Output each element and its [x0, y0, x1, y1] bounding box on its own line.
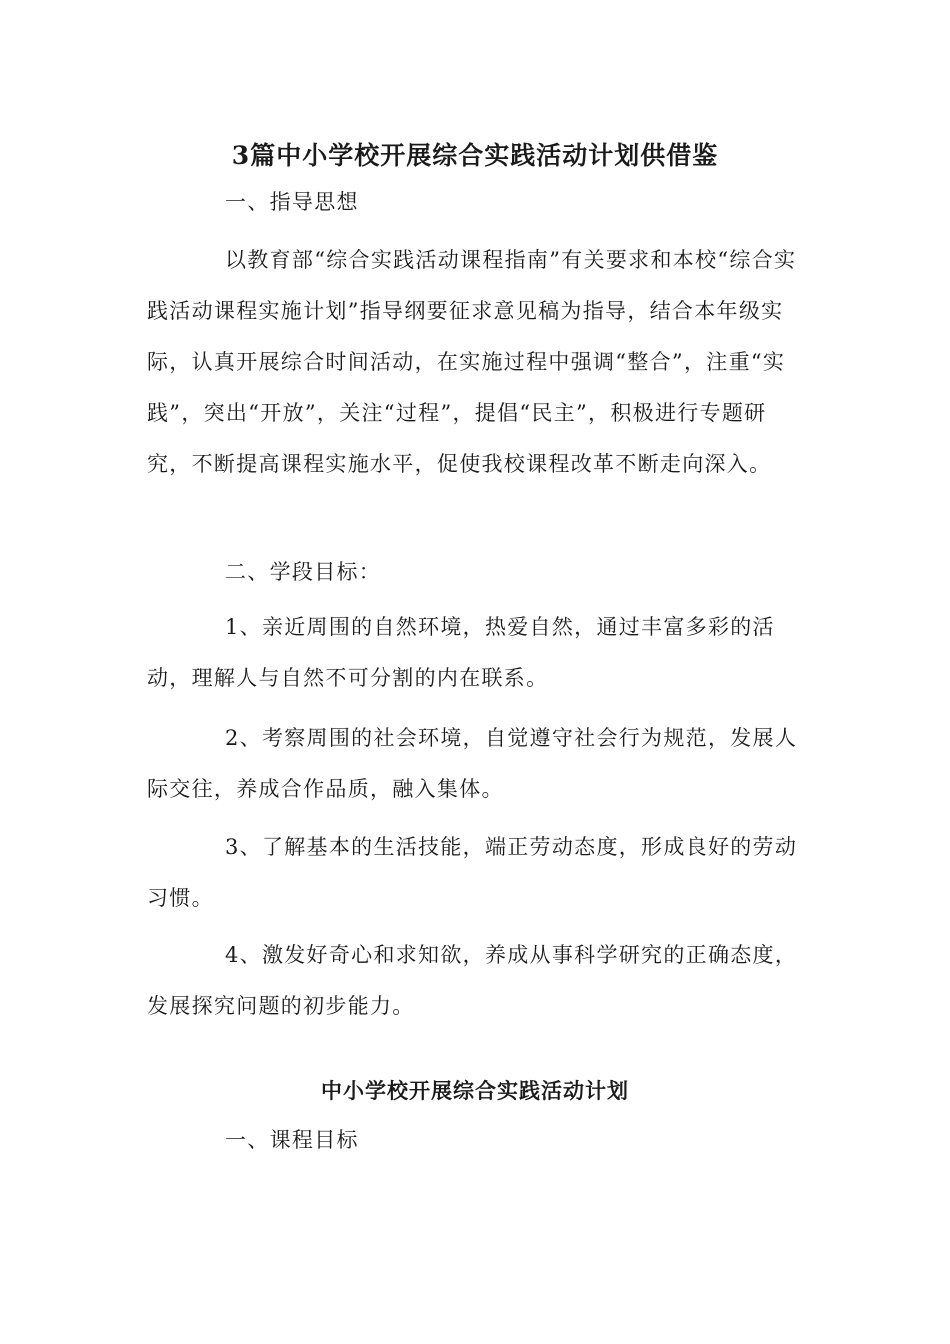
document-title: 3篇中小学校开展综合实践活动计划供借鉴: [231, 141, 719, 170]
goal-item-3: 3、了解基本的生活技能，端正劳动态度，形成良好的劳动习惯。: [147, 835, 798, 910]
section-heading-stage-goals: 二、学段目标：: [225, 560, 382, 584]
section-heading-course-goals: 一、课程目标: [225, 1128, 359, 1152]
document-subtitle: 中小学校开展综合实践活动计划: [321, 1078, 629, 1103]
goal-item-1: 1、亲近周围的自然环境，热爱自然，通过丰富多彩的活动，理解人与自然不可分割的内在联系。: [147, 615, 775, 690]
goal-item-2: 2、考察周围的社会环境，自觉遵守社会行为规范，发展人际交往，养成合作品质，融入集体。: [147, 726, 798, 801]
section-heading-guiding-ideology: 一、指导思想: [225, 190, 359, 214]
paragraph-guiding-ideology: 以教育部“综合实践活动课程指南”有关要求和本校“综合实践活动课程实施计划”指导纲要征求意见稿为指导，结合本年级实际，认真开展综合时间活动，在实施过程中强调“整合”，注重“实践”，突出“开放”，关注“过程”，提倡“民主”，积极进行专题研究，不断提高课程实施水平，促使我校课程改革不断走向深入。: [147, 248, 797, 476]
goal-item-4: 4、激发好奇心和求知欲，养成从事科学研究的正确态度，发展探究问题的初步能力。: [147, 943, 798, 1018]
